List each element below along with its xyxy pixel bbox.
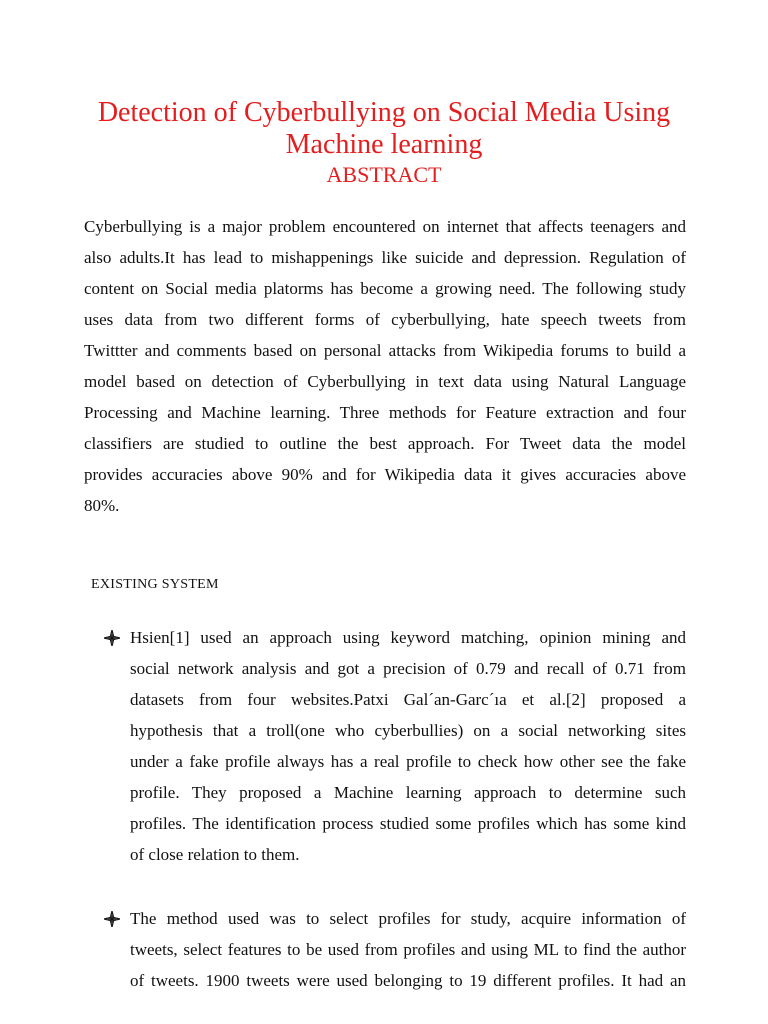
bullet-line: hypothesis that a troll(one who cyberbullies) on a social networking sites xyxy=(130,721,686,740)
bullet-item-text xyxy=(130,903,686,996)
bullet-line: profiles. The identification process studied some profiles which has some kind xyxy=(130,814,686,833)
bullet-line: of close relation to them. xyxy=(130,845,300,864)
bullet-line: tweets, select features to be used from profiles and using ML to find the author xyxy=(130,940,686,959)
bullet-line: of tweets. 1900 tweets were used belonging to 19 different profiles. It had an xyxy=(130,971,686,990)
bullet-line: profile. They proposed a Machine learning approach to determine such xyxy=(130,783,686,802)
existing-system-heading: EXISTING SYSTEM xyxy=(91,577,219,592)
abstract-heading: ABSTRACT xyxy=(326,162,442,187)
abstract-line: also adults.It has lead to mishappenings like suicide and depression. Regulation of xyxy=(84,248,686,267)
abstract-line: 80%. xyxy=(84,496,120,515)
abstract-line: classifiers are studied to outline the best approach. For Tweet data the model xyxy=(84,434,686,453)
abstract-paragraph xyxy=(84,211,686,521)
bullet-item-text xyxy=(130,622,686,870)
bullet-line: datasets from four websites.Patxi Gal´an-Garc´ıa et al.[2] proposed a xyxy=(130,690,686,709)
bullet-line: under a fake profile always has a real profile to check how other see the fake xyxy=(130,752,686,771)
abstract-line: Twittter and comments based on personal attacks from Wikipedia forums to build a xyxy=(84,341,686,360)
abstract-line: provides accuracies above 90% and for Wikipedia data it gives accuracies above xyxy=(84,465,686,484)
paper-title-line-1: Detection of Cyberbullying on Social Media Using xyxy=(97,97,671,128)
bullet-line: The method used was to select profiles for study, acquire information of xyxy=(130,909,686,928)
abstract-line: Processing and Machine learning. Three methods for Feature extraction and four xyxy=(84,403,686,422)
abstract-line: Cyberbullying is a major problem encountered on internet that affects teenagers and xyxy=(84,217,686,236)
bullet-line: Hsien[1] used an approach using keyword matching, opinion mining and xyxy=(130,628,686,647)
bullet-line: social network analysis and got a precision of 0.79 and recall of 0.71 from xyxy=(130,659,686,678)
abstract-line: model based on detection of Cyberbullying in text data using Natural Language xyxy=(84,372,686,391)
diamond-bullet-icon xyxy=(104,911,120,927)
abstract-line: content on Social media platorms has become a growing need. The following study xyxy=(84,279,686,298)
diamond-bullet-icon xyxy=(104,630,120,646)
paper-title-line-2: Machine learning xyxy=(285,129,483,160)
abstract-line: uses data from two different forms of cyberbullying, hate speech tweets from xyxy=(84,310,686,329)
